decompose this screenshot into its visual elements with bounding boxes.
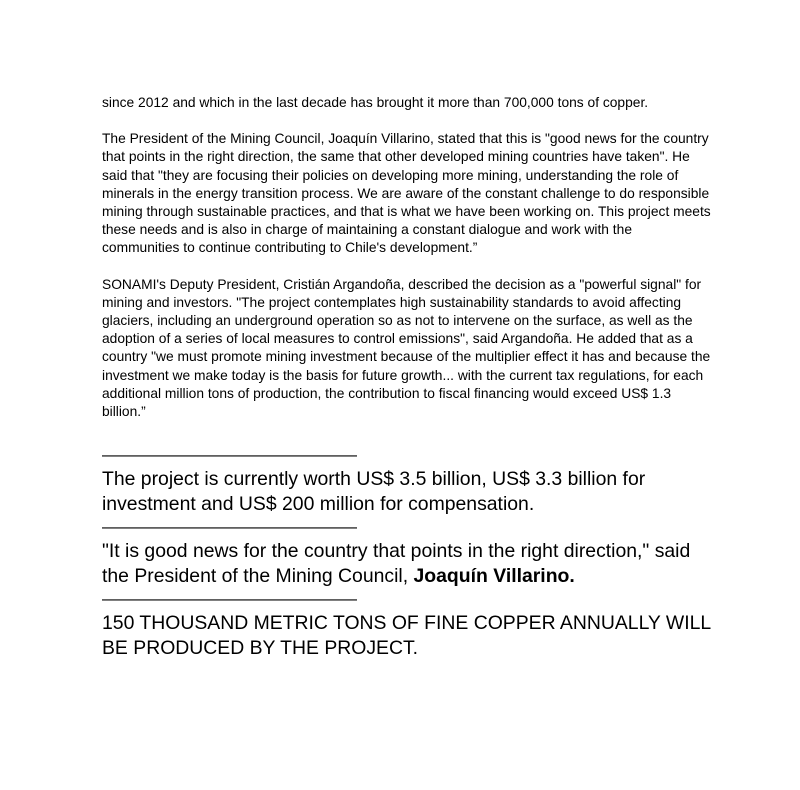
article-page (102, 94, 712, 661)
divider-3: ——————————————— (102, 589, 357, 609)
callout-quote-name: Joaquín Villarino. (413, 565, 575, 588)
callout-project-worth: The project is currently worth US$ 3.5 billion, US$ 3.3 billion for investment and US$ 200 million for compensation. (102, 468, 646, 516)
divider-1: ——————————————— (102, 445, 357, 465)
article-paragraph-2: The President of the Mining Council, Joaquín Villarino, stated that this is "good news for the country that points in the right direction, the same that other developed mining countries have taken". He said that "they are focusing their policies on developing more mining, understanding the role of minerals in the energy transition process. We are aware of the constant challenge to do responsible mining through sustainable practices, and that is what we have been working on. This project meets these needs and is also in charge of maintaining a constant dialogue and work with the communities to continue contributing to Chile's development.” (102, 131, 711, 256)
article-paragraph-1: since 2012 and which in the last decade has brought it more than 700,000 tons of copper. (102, 95, 649, 110)
divider-2: ——————————————— (102, 517, 357, 537)
article-paragraph-3: SONAMI's Deputy President, Cristián Argandoña, described the decision as a "powerful signal" for mining and investors. "The project contemplates high sustainability standards to avoid affecting glaciers, including an underground operation so as not to intervene on the surface, as well as the adoption of a series of local measures to control emissions", said Argandoña. He added that as a country "we must promote mining investment because of the multiplier effect it has and because the investment we make today is the basis for future growth... with the current tax regulations, for each additional million tons of production, the contribution to fiscal financing would exceed US$ 1.3 billion.” (102, 276, 711, 420)
callout-production: 150 THOUSAND METRIC TONS OF FINE COPPER ANNUALLY WILL BE PRODUCED BY THE PROJECT. (102, 612, 711, 660)
callout-quote (102, 539, 712, 589)
callout-quote-text: "It is good news for the country that points in the right direction," said the President of the Mining Council, (102, 540, 691, 588)
